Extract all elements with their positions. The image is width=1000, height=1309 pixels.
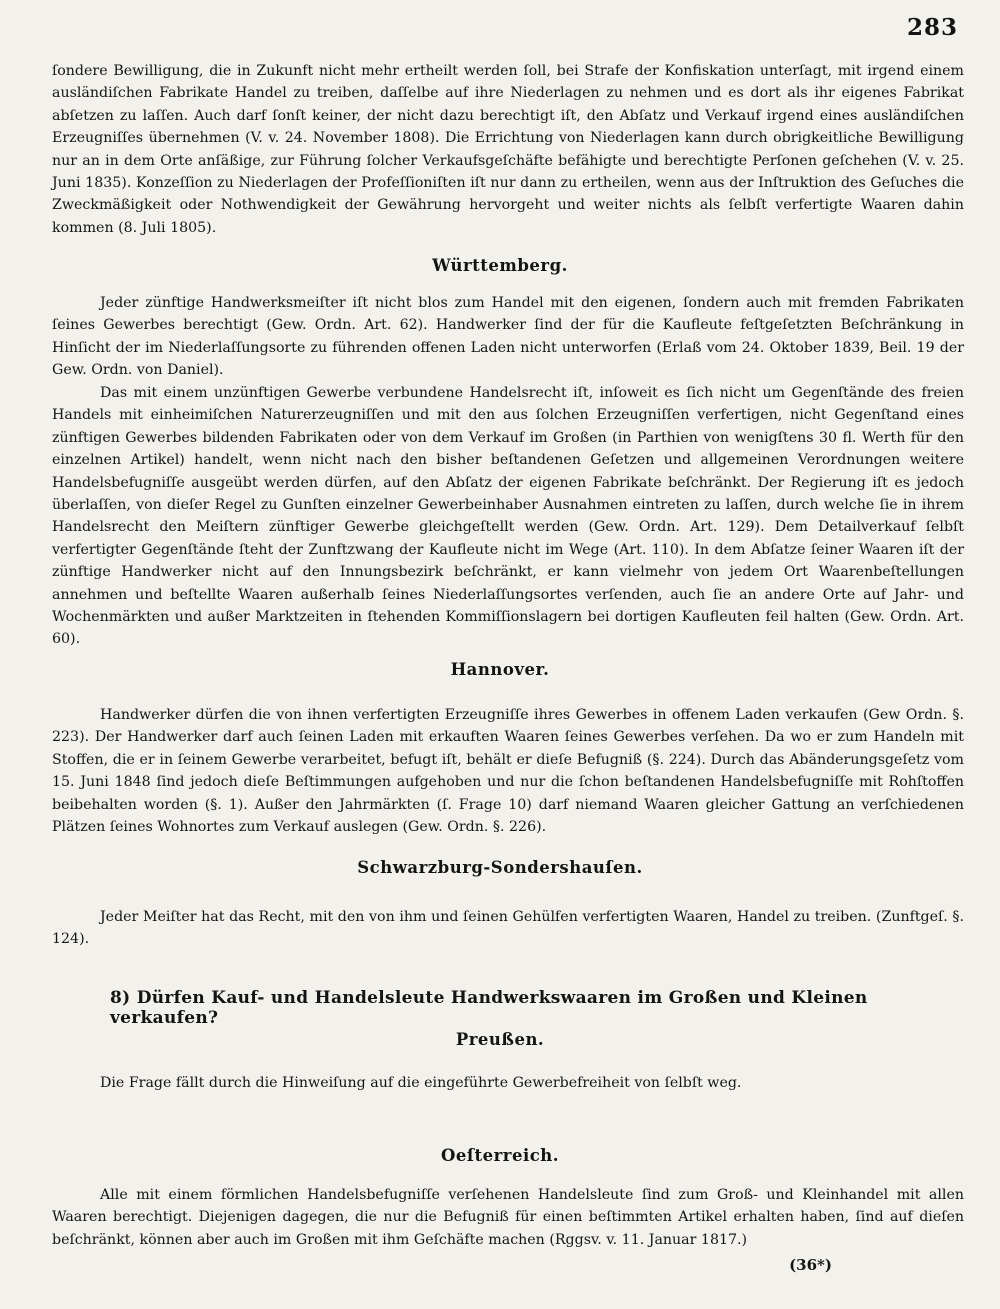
page-number: 283 (906, 14, 958, 41)
section-heading-wuerttemberg: Württemberg. (432, 256, 568, 275)
hannover-paragraph-1: Handwerker dürfen die von ihnen verfertigten Erzeugniſſe ihres Gewerbes in offenem Laden verkaufen (Gew Ordn. §. 223). Der Handwerker darf auch ſeinen Laden mit erkauften Waaren ſeines Gewerbes verſehen. Da wo er zum Handeln mit Stoffen, die er in ſeinem Gewerbe verarbeitet, befugt iſt, behält er dieſe Befugniß (§. 224). Durch das Abänderungsgeſetz vom 15. Juni 1848 ſind jedoch dieſe Beſtimmungen aufgehoben und nur die ſchon beſtandenen Handelsbefugniſſe mit Rohſtoffen beibehalten worden (§. 1). Außer den Jahrmärkten (ſ. Frage 10) darf niemand Waaren gleicher Gattung an verſchiedenen Plätzen ſeines Wohnortes zum Verkauf auslegen (Gew. Ordn. §. 226). (52, 707, 964, 836)
section-heading-schwarzburg: Schwarzburg-Sondershauſen. (357, 858, 643, 877)
oesterreich-paragraph-1: Alle mit einem förmlichen Handelsbefugniſſe verſehenen Handelsleute ſind zum Groß- und Kleinhandel mit allen Waaren berechtigt. Diejenigen dagegen, die nur die Befugniß für einen beſtimmten Artikel erhalten haben, ſind auf dieſen beſchränkt, können aber auch im Großen mit ihm Geſchäfte machen (Rggsv. v. 11. Januar 1817.) (52, 1187, 964, 1248)
section-heading-hannover: Hannover. (450, 660, 550, 679)
section-heading-oesterreich: Oeſterreich. (440, 1146, 560, 1165)
question-8: 8) Dürfen Kauf- und Handelsleute Handwerkswaaren im Großen und Kleinen verkaufen? (110, 988, 868, 1028)
intro-paragraph: ſondere Bewilligung, die in Zukunft nicht mehr ertheilt werden ſoll, bei Strafe der Konfiskation unterſagt, mit irgend einem ausländiſchen Fabrikate Handel zu treiben, daſſelbe auf ihre Niederlagen zu nehmen und es dort als ihr eigenes Fabrikat abſetzen zu laſſen. Auch darf ſonſt keiner, der nicht dazu berechtigt iſt, den Abſatz und Verkauf irgend eines ausländiſchen Erzeugniſſes übernehmen (V. v. 24. November 1808). Die Errichtung von Niederlagen kann durch obrigkeitliche Bewilligung nur an in dem Orte anſäßige, zur Führung ſolcher Verkaufsgeſchäfte befähigte und berechtigte Perſonen geſchehen (V. v. 25. Juni 1835). Konzeſſion zu Niederlagen der Profeſſioniſten iſt nur dann zu ertheilen, wenn aus der Inſtruktion des Geſuches die Zweckmäßigkeit oder Nothwendigkeit der Gewährung hervorgeht und weiter nichts als ſelbſt verfertigte Waaren dahin kommen (8. Juli 1805). (52, 63, 964, 236)
section-heading-preussen: Preußen. (455, 1030, 545, 1049)
wuerttemberg-paragraph-1: Jeder zünftige Handwerksmeiſter iſt nicht blos zum Handel mit den eigenen, ſondern auch mit fremden Fabrikaten ſeines Gewerbes berechtigt (Gew. Ordn. Art. 62). Handwerker ſind der für die Kaufleute feſtgeſetzten Beſchränkung in Hinſicht der im Niederlaſſungsorte zu führenden offenen Laden nicht unterworfen (Erlaß vom 24. Oktober 1839, Beil. 19 der Gew. Ordn. von Daniel). (52, 295, 964, 379)
wuerttemberg-paragraph-2: Das mit einem unzünftigen Gewerbe verbundene Handelsrecht iſt, inſoweit es ſich nicht um Gegenſtände des freien Handels mit einheimiſchen Naturerzeugniſſen und mit den aus ſolchen Erzeugniſſen verfertigen, nicht Gegenſtand eines zünftigen Gewerbes bildenden Fabrikaten oder von dem Verkauf im Großen (in Parthien von wenigſtens 30 fl. Werth für den einzelnen Artikel) handelt, wenn nicht nach den bisher beſtandenen Geſetzen und allgemeinen Verordnungen weitere Handelsbefugniſſe ausgeübt werden dürfen, auf den Abſatz der eigenen Fabrikate beſchränkt. Der Regierung iſt es jedoch überlaſſen, von dieſer Regel zu Gunſten einzelner Gewerbeinhaber Ausnahmen eintreten zu laſſen, durch welche ſie in ihrem Handelsrecht den Meiſtern zünftiger Gewerbe gleichgeſtellt werden (Gew. Ordn. Art. 129). Dem Detailverkauf ſelbſt verfertigter Gegenſtände ſteht der Zunftzwang der Kaufleute nicht im Wege (Art. 110). In dem Abſatze ſeiner Waaren iſt der zünftige Handwerker nicht auf den Innungsbezirk beſchränkt, er kann vielmehr von jedem Ort Waarenbeſtellungen annehmen und beſtellte Waaren außerhalb ſeines Niederlaſſungsortes verſenden, auch ſie an andere Orte auf Jahr- und Wochenmärkten und außer Marktzeiten in ſtehenden Kommiſſionslagern bei dortigen Kaufleuten feil halten (Gew. Ordn. Art. 60). (52, 385, 964, 648)
signature-mark: (36*) (789, 1256, 832, 1274)
preussen-paragraph-1: Die Frage fällt durch die Hinweiſung auf die eingeführte Gewerbefreiheit von ſelbſt weg. (100, 1075, 742, 1091)
schwarzburg-paragraph-1: Jeder Meiſter hat das Recht, mit den von ihm und ſeinen Gehülfen verfertigten Waaren, Handel zu treiben. (Zunftgeſ. §. 124). (52, 909, 964, 948)
